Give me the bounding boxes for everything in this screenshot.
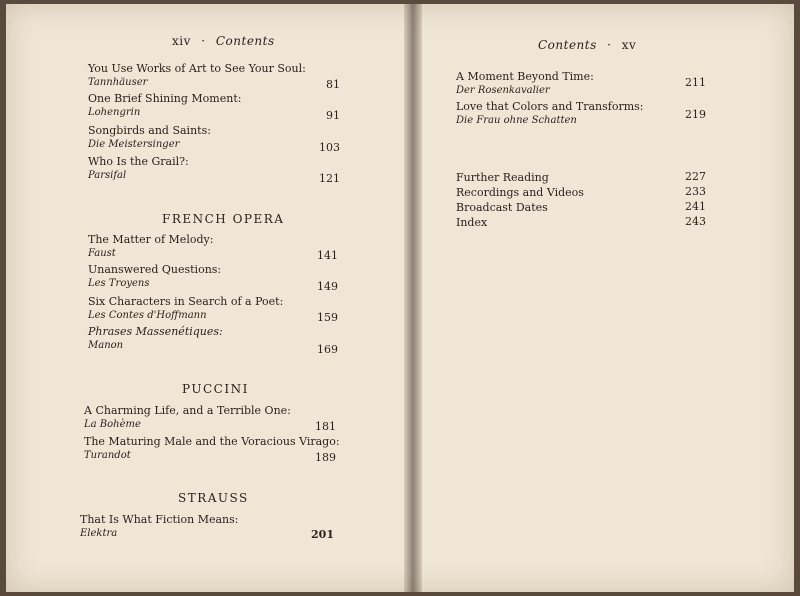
entry-work: La Bohème [84,419,141,430]
right-running-head [538,38,636,52]
entry-page-number: 169 [317,343,338,356]
toc-entry [456,70,594,98]
section-heading-puccini: PUCCINI [182,382,249,396]
right-running-title: Contents [538,38,597,52]
entry-title: Six Characters in Search of a Poet: [88,295,284,308]
toc-entry [88,263,221,291]
left-page [6,4,404,592]
toc-entry [88,124,211,152]
entry-page-number: 241 [685,200,706,213]
entry-page-number: 189 [315,451,336,464]
entry-title: One Brief Shining Moment: [88,92,242,105]
entry-title: A Moment Beyond Time: [456,70,594,83]
entry-work: Parsifal [88,170,127,181]
entry-work: Lohengrin [88,107,141,118]
entry-work: Tannhäuser [88,77,148,88]
entry-title: Songbirds and Saints: [88,124,211,137]
entry-page-number: 141 [317,249,338,262]
toc-entry [88,233,213,261]
running-head-separator: · [201,34,206,48]
entry-page-number: 181 [315,420,336,433]
entry-page-number: 103 [319,141,340,154]
entry-title: Love that Colors and Transforms: [456,100,644,113]
entry-page-number: 227 [685,170,706,183]
entry-page-number: 159 [317,311,338,324]
left-page-number: xiv [172,34,191,48]
right-page [422,4,794,592]
left-running-title: Contents [215,34,275,48]
back-matter-item: Broadcast Dates [456,201,548,214]
entry-title: The Matter of Melody: [88,233,214,246]
entry-page-number: 201 [311,528,334,541]
toc-entry [88,325,223,353]
entry-title: Phrases Massenétiques: [88,325,223,338]
entry-page-number: 149 [317,280,338,293]
book-gutter [404,4,422,592]
section-heading-french-opera: FRENCH OPERA [162,212,285,226]
right-page-number: xv [621,38,637,52]
entry-work: Die Frau ohne Schatten [456,115,577,126]
entry-work: Elektra [80,528,118,539]
toc-entry [88,62,306,90]
book-spread [6,4,794,592]
entry-work: Les Contes d'Hoffmann [88,310,207,321]
left-running-head [172,34,275,48]
entry-work: Faust [88,248,116,259]
entry-work: Der Rosenkavalier [456,85,550,96]
entry-page-number: 211 [685,76,706,89]
entry-title: Who Is the Grail?: [88,155,189,168]
entry-title: You Use Works of Art to See Your Soul: [88,62,306,75]
entry-title: A Charming Life, and a Terrible One: [84,404,291,417]
entry-page-number: 243 [685,215,706,228]
back-matter-item: Further Reading [456,171,549,184]
entry-work: Manon [88,340,124,351]
entry-title: Unanswered Questions: [88,263,222,276]
toc-entry [88,295,283,323]
entry-page-number: 233 [685,185,706,198]
section-heading-strauss: STRAUSS [178,491,249,505]
entry-title: That Is What Fiction Means: [80,513,239,526]
toc-entry [80,513,238,541]
entry-page-number: 219 [685,108,706,121]
entry-page-number: 91 [326,109,340,122]
running-head-separator: · [607,38,612,52]
toc-entry [88,92,241,120]
entry-work: Les Troyens [88,278,150,289]
back-matter-item: Recordings and Videos [456,186,584,199]
entry-work: Turandot [84,450,131,461]
toc-entry [456,100,644,128]
toc-entry [84,404,291,432]
entry-page-number: 121 [319,172,340,185]
toc-entry [88,155,189,183]
entry-title: The Maturing Male and the Voracious Virago: [84,435,340,448]
entry-work: Die Meistersinger [88,139,180,150]
back-matter-item: Index [456,216,488,229]
entry-page-number: 81 [326,78,340,91]
